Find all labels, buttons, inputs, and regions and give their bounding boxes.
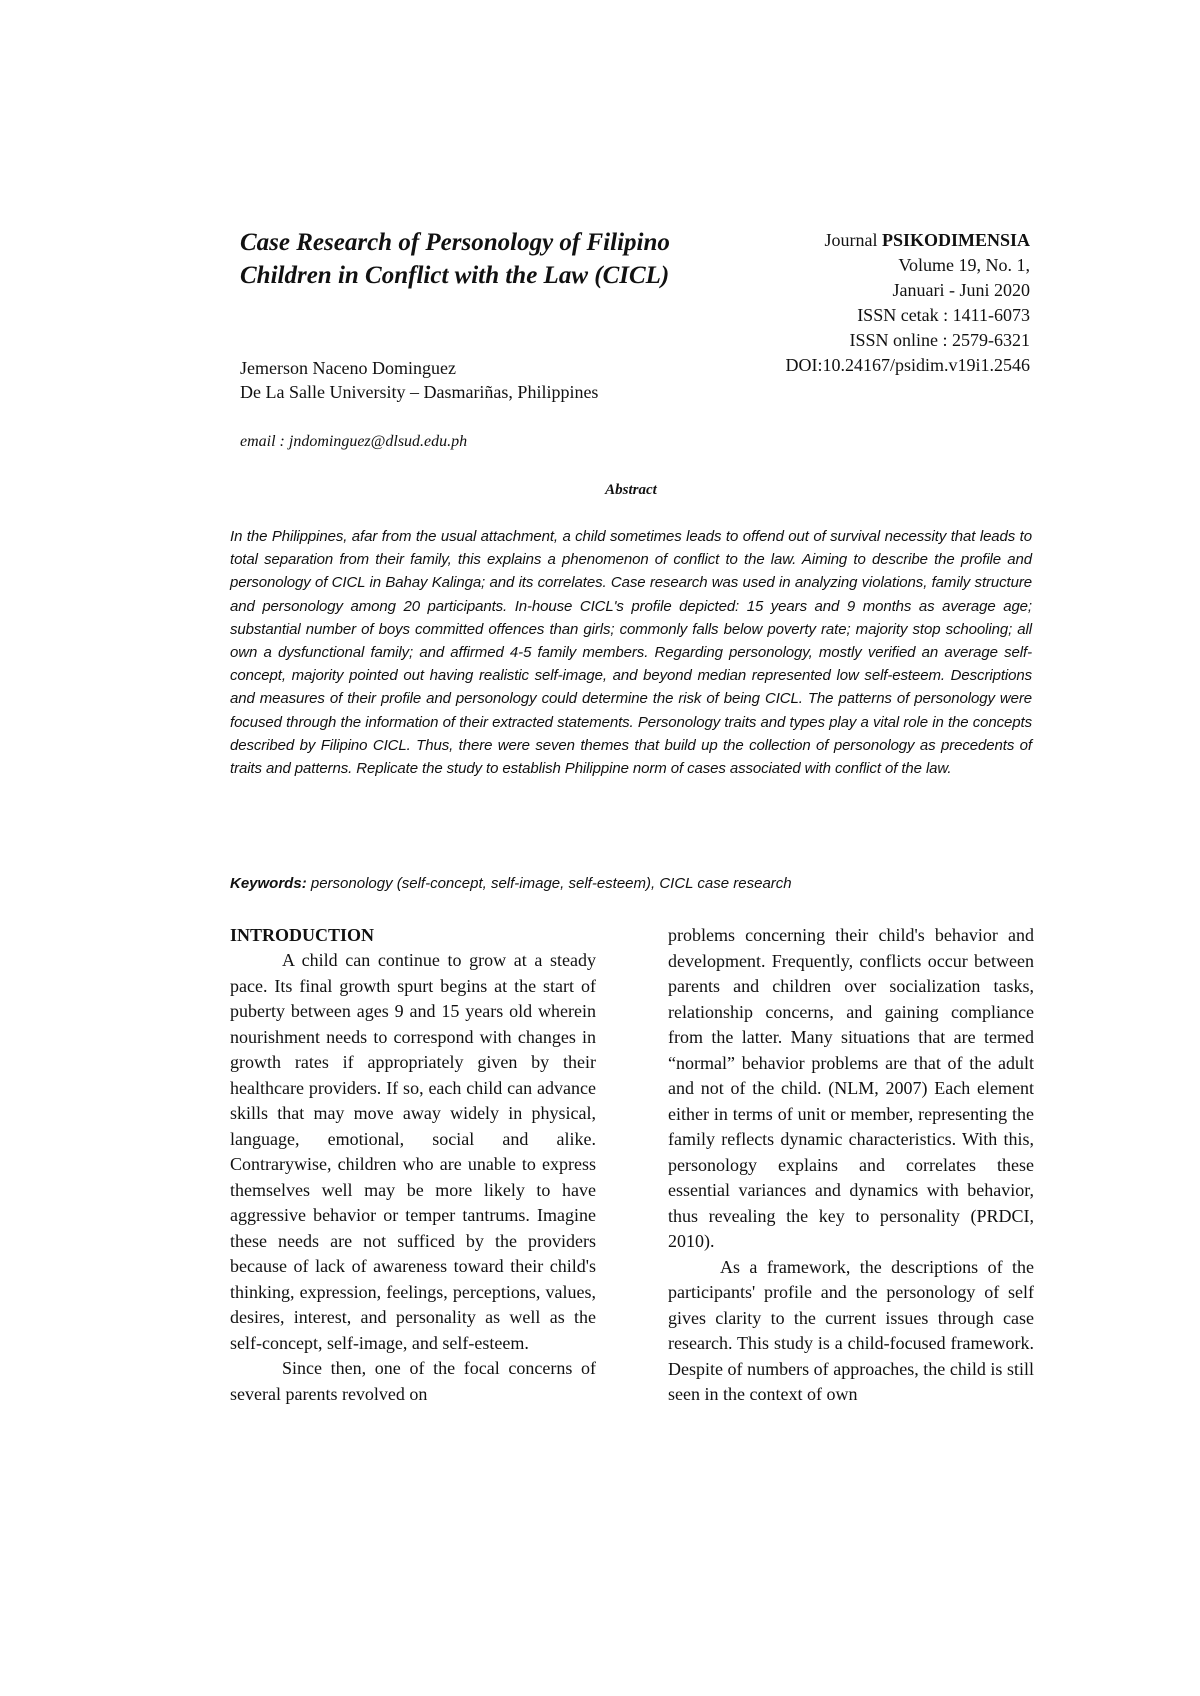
keywords (230, 873, 1032, 895)
journal-issn-print: ISSN cetak : 1411-6073 (857, 305, 1030, 325)
paragraph: A child can continue to grow at a steady pace. Its final growth spurt begins at the start of puberty between ages 9 and 15 years old wherein nourishment needs to correspond with changes in growth rates if appropriately given by their healthcare providers. If so, each child can advance skills that may move away widely in physical, language, emotional, social and alike. Contrarywise, children who are unable to express themselves well may be more likely to have aggressive behavior or temper tantrums. Imagine these needs are not sufficed by the providers because of lack of awareness toward their child's thinking, expression, feelings, perceptions, values, desires, interest, and personality as well as the self-concept, self-image, and self-esteem. (230, 950, 596, 1353)
author-name: Jemerson Naceno Dominguez (240, 358, 456, 378)
abstract-body: In the Philippines, afar from the usual attachment, a child sometimes leads to offend out of survival necessity that leads to total separation from their family, this explains a phenomenon of conflict to the law. Aiming to describe the profile and personology of CICL in Bahay Kalinga; and its correlates. Case research was used in analyzing violations, family structure and personology among 20 participants. In-house CICL's profile depicted: 15 years and 9 months as average age; substantial number of boys committed offences than girls; commonly falls below poverty rate; majority stop schooling; all own a dysfunctional family; and affirmed 4-5 family members. Regarding personology, mostly verified an average self-concept, majority pointed out having realistic self-image, and beyond median represented low self-esteem. Descriptions and measures of their profile and personology could determine the risk of being CICL. The patterns of personology were focused through the information of their extracted statements. Personology traits and types play a vital role in the concepts described by Filipino CICL. Thus, there were seven themes that build up the collection of personology as precedents of traits and patterns. Replicate the study to establish Philippine norm of cases associated with conflict of the law. (230, 528, 1032, 778)
author-affiliation: De La Salle University – Dasmariñas, Philippines (240, 382, 599, 402)
journal-name-line (690, 228, 1030, 253)
section-heading-introduction: INTRODUCTION (230, 925, 375, 945)
keywords-label: Keywords: (230, 875, 307, 892)
paragraph: Since then, one of the focal concerns of several parents revolved on (230, 1358, 596, 1404)
abstract-heading: Abstract (605, 482, 657, 498)
paragraph: problems concerning their child's behavior and development. Frequently, conflicts occur between parents and children over socialization tasks, relationship concerns, and gaining compliance from the latter. Many situations that are termed “normal” behavior problems are that of the adult and not of the child. (NLM, 2007) Each element either in terms of unit or member, representing the family reflects dynamic characteristics. With this, personology explains and correlates these essential variances and dynamics with behavior, thus revealing the key to personality (PRDCI, 2010). (668, 925, 1034, 1251)
journal-doi: DOI:10.24167/psidim.v19i1.2546 (785, 355, 1030, 375)
keywords-text: personology (self-concept, self-image, self-esteem), CICL case research (310, 875, 792, 892)
journal-volume: Volume 19, No. 1, (898, 255, 1030, 275)
journal-name: PSIKODIMENSIA (881, 230, 1030, 250)
author-email: email : jndominguez@dlsud.edu.ph (240, 433, 468, 450)
paragraph: As a framework, the descriptions of the participants' profile and the personology of self gives clarity to the current issues through case research. This study is a child-focused framework. Despite of numbers of approaches, the child is still seen in the context of own (668, 1256, 1034, 1404)
journal-info (690, 228, 1030, 378)
paper-title: Case Research of Personology of Filipino Children in Conflict with the Law (CICL) (240, 229, 670, 289)
journal-issn-online: ISSN online : 2579-6321 (849, 330, 1030, 350)
body-column-right (668, 923, 1034, 1408)
body-column-left (230, 923, 596, 1407)
journal-period: Januari - Juni 2020 (892, 280, 1030, 300)
journal-prefix: Journal (824, 230, 878, 250)
